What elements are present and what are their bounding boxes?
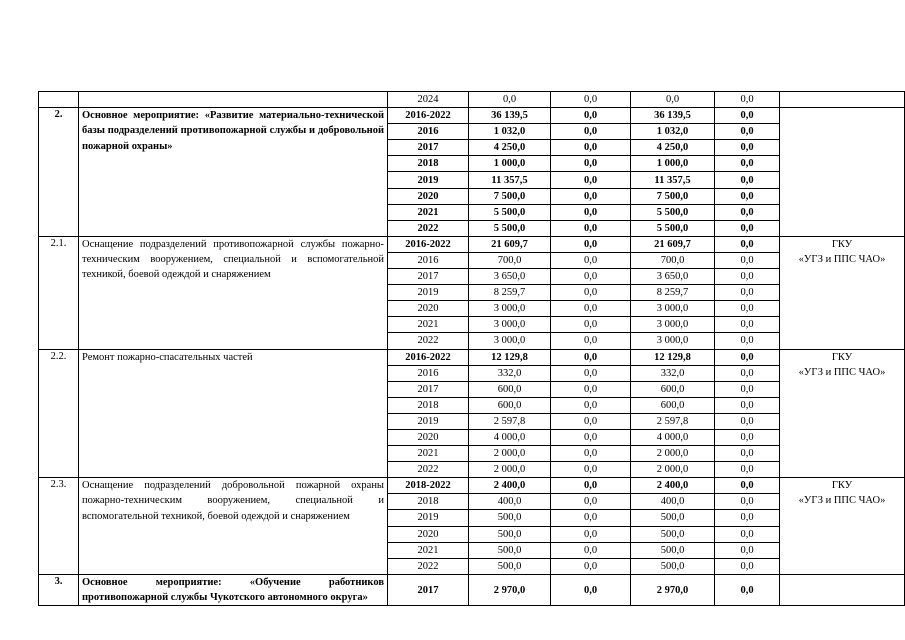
year-cell: 2019 — [388, 510, 469, 526]
total-cell: 2 970,0 — [469, 574, 551, 605]
other-cell: 0,0 — [715, 494, 780, 510]
year-cell: 2020 — [388, 188, 469, 204]
total-cell: 2 597,8 — [469, 413, 551, 429]
budget-table — [38, 91, 905, 606]
item-number: 3. — [39, 574, 79, 605]
regional-cell: 2 400,0 — [631, 478, 715, 494]
total-cell: 500,0 — [469, 526, 551, 542]
table-body — [39, 92, 905, 606]
total-cell: 2 000,0 — [469, 462, 551, 478]
total-cell: 2 400,0 — [469, 478, 551, 494]
year-cell: 2022 — [388, 333, 469, 349]
other-cell: 0,0 — [715, 252, 780, 268]
regional-cell: 11 357,5 — [631, 172, 715, 188]
other-cell: 0,0 — [715, 269, 780, 285]
table-row — [39, 349, 905, 365]
year-cell: 2018 — [388, 494, 469, 510]
year-cell: 2019 — [388, 413, 469, 429]
federal-cell: 0,0 — [551, 204, 631, 220]
regional-cell: 8 259,7 — [631, 285, 715, 301]
executor-line: «УГЗ и ППС ЧАО» — [798, 254, 886, 266]
executor-cell — [780, 92, 905, 108]
year-cell: 2020 — [388, 301, 469, 317]
other-cell: 0,0 — [715, 510, 780, 526]
regional-cell: 36 139,5 — [631, 108, 715, 124]
regional-cell: 500,0 — [631, 526, 715, 542]
executor-line: ГКУ — [831, 238, 853, 250]
other-cell: 0,0 — [715, 574, 780, 605]
federal-cell: 0,0 — [551, 526, 631, 542]
federal-cell: 0,0 — [551, 317, 631, 333]
executor-cell — [780, 574, 905, 605]
year-cell: 2024 — [388, 92, 469, 108]
table-row-top — [39, 92, 905, 108]
federal-cell: 0,0 — [551, 478, 631, 494]
federal-cell: 0,0 — [551, 236, 631, 252]
year-cell: 2021 — [388, 317, 469, 333]
regional-cell: 1 032,0 — [631, 124, 715, 140]
executor-line: «УГЗ и ППС ЧАО» — [798, 495, 886, 507]
total-cell: 332,0 — [469, 365, 551, 381]
year-cell: 2017 — [388, 574, 469, 605]
year-cell: 2017 — [388, 381, 469, 397]
executor-cell — [780, 108, 905, 237]
federal-cell: 0,0 — [551, 510, 631, 526]
regional-cell: 12 129,8 — [631, 349, 715, 365]
regional-cell: 700,0 — [631, 252, 715, 268]
regional-cell: 600,0 — [631, 381, 715, 397]
federal-cell: 0,0 — [551, 574, 631, 605]
other-cell: 0,0 — [715, 317, 780, 333]
federal-cell: 0,0 — [551, 349, 631, 365]
year-cell: 2022 — [388, 558, 469, 574]
federal-cell: 0,0 — [551, 446, 631, 462]
name-cell — [79, 92, 388, 108]
regional-cell: 5 500,0 — [631, 204, 715, 220]
total-cell: 2 000,0 — [469, 446, 551, 462]
year-cell: 2021 — [388, 542, 469, 558]
federal-cell: 0,0 — [551, 333, 631, 349]
item-name: Оснащение подразделений противопожарной службы пожарно-техническим вооружением, специальной и вспомогательной техникой, боевой одеждой и снаряжением — [79, 236, 388, 349]
executor-line: ГКУ — [831, 480, 853, 492]
year-cell: 2019 — [388, 285, 469, 301]
year-cell: 2022 — [388, 462, 469, 478]
federal-cell: 0,0 — [551, 301, 631, 317]
executor-cell — [780, 236, 905, 349]
year-cell: 2016 — [388, 252, 469, 268]
year-cell: 2022 — [388, 220, 469, 236]
year-cell: 2017 — [388, 269, 469, 285]
total-cell: 1 032,0 — [469, 124, 551, 140]
year-cell: 2018-2022 — [388, 478, 469, 494]
total-cell: 3 650,0 — [469, 269, 551, 285]
total-cell: 4 000,0 — [469, 429, 551, 445]
year-cell: 2019 — [388, 172, 469, 188]
other-cell: 0,0 — [715, 333, 780, 349]
total-cell: 600,0 — [469, 397, 551, 413]
total-cell: 4 250,0 — [469, 140, 551, 156]
federal-cell: 0,0 — [551, 220, 631, 236]
federal-cell: 0,0 — [551, 285, 631, 301]
other-cell: 0,0 — [715, 92, 780, 108]
other-cell: 0,0 — [715, 365, 780, 381]
table-row — [39, 108, 905, 124]
regional-cell: 400,0 — [631, 494, 715, 510]
year-cell: 2018 — [388, 397, 469, 413]
federal-cell: 0,0 — [551, 172, 631, 188]
total-cell: 36 139,5 — [469, 108, 551, 124]
federal-cell: 0,0 — [551, 269, 631, 285]
item-number: 2. — [39, 108, 79, 237]
item-name: Основное мероприятие: «Развитие материально-технической базы подразделений противопожарной службы и добровольной пожарной охраны» — [79, 108, 388, 237]
regional-cell: 3 000,0 — [631, 333, 715, 349]
federal-cell: 0,0 — [551, 252, 631, 268]
regional-cell: 4 250,0 — [631, 140, 715, 156]
other-cell: 0,0 — [715, 301, 780, 317]
total-cell: 600,0 — [469, 381, 551, 397]
other-cell: 0,0 — [715, 397, 780, 413]
year-cell: 2021 — [388, 446, 469, 462]
total-cell: 3 000,0 — [469, 301, 551, 317]
item-number: 2.3. — [39, 478, 79, 575]
total-cell: 500,0 — [469, 542, 551, 558]
federal-cell: 0,0 — [551, 188, 631, 204]
year-cell: 2020 — [388, 429, 469, 445]
federal-cell: 0,0 — [551, 494, 631, 510]
year-cell: 2016-2022 — [388, 108, 469, 124]
year-cell: 2016 — [388, 124, 469, 140]
num-cell — [39, 92, 79, 108]
other-cell: 0,0 — [715, 381, 780, 397]
item-name: Основное мероприятие: «Обучение работников противопожарной службы Чукотского автономного округа» — [79, 574, 388, 605]
other-cell: 0,0 — [715, 108, 780, 124]
year-cell: 2016-2022 — [388, 349, 469, 365]
total-cell: 500,0 — [469, 510, 551, 526]
table-row — [39, 478, 905, 494]
executor-line: «УГЗ и ППС ЧАО» — [798, 366, 886, 378]
year-cell: 2021 — [388, 204, 469, 220]
federal-cell: 0,0 — [551, 365, 631, 381]
federal-cell: 0,0 — [551, 558, 631, 574]
total-cell: 11 357,5 — [469, 172, 551, 188]
other-cell: 0,0 — [715, 236, 780, 252]
federal-cell: 0,0 — [551, 124, 631, 140]
item-name: Оснащение подразделений добровольной пожарной охраны пожарно-техническим вооружением, специальной и вспомогательной техникой, боевой одеждой и снаряжением — [79, 478, 388, 575]
other-cell: 0,0 — [715, 446, 780, 462]
regional-cell: 332,0 — [631, 365, 715, 381]
year-cell: 2017 — [388, 140, 469, 156]
regional-cell: 3 650,0 — [631, 269, 715, 285]
other-cell: 0,0 — [715, 172, 780, 188]
other-cell: 0,0 — [715, 124, 780, 140]
regional-cell: 21 609,7 — [631, 236, 715, 252]
other-cell: 0,0 — [715, 188, 780, 204]
regional-cell: 500,0 — [631, 510, 715, 526]
table-row — [39, 574, 905, 605]
other-cell: 0,0 — [715, 413, 780, 429]
regional-cell: 2 000,0 — [631, 446, 715, 462]
total-cell: 21 609,7 — [469, 236, 551, 252]
table-row — [39, 236, 905, 252]
year-cell: 2020 — [388, 526, 469, 542]
regional-cell: 5 500,0 — [631, 220, 715, 236]
executor-cell — [780, 349, 905, 478]
other-cell: 0,0 — [715, 526, 780, 542]
total-cell: 5 500,0 — [469, 204, 551, 220]
other-cell: 0,0 — [715, 156, 780, 172]
federal-cell: 0,0 — [551, 429, 631, 445]
other-cell: 0,0 — [715, 462, 780, 478]
other-cell: 0,0 — [715, 349, 780, 365]
regional-cell: 2 597,8 — [631, 413, 715, 429]
federal-cell: 0,0 — [551, 140, 631, 156]
federal-cell: 0,0 — [551, 397, 631, 413]
regional-cell: 7 500,0 — [631, 188, 715, 204]
item-number: 2.2. — [39, 349, 79, 478]
regional-cell: 0,0 — [631, 92, 715, 108]
regional-cell: 2 000,0 — [631, 462, 715, 478]
federal-cell: 0,0 — [551, 413, 631, 429]
federal-cell: 0,0 — [551, 542, 631, 558]
year-cell: 2016 — [388, 365, 469, 381]
other-cell: 0,0 — [715, 429, 780, 445]
year-cell: 2016-2022 — [388, 236, 469, 252]
regional-cell: 500,0 — [631, 542, 715, 558]
total-cell: 3 000,0 — [469, 317, 551, 333]
regional-cell: 1 000,0 — [631, 156, 715, 172]
regional-cell: 3 000,0 — [631, 301, 715, 317]
total-cell: 3 000,0 — [469, 333, 551, 349]
item-number: 2.1. — [39, 236, 79, 349]
total-cell: 7 500,0 — [469, 188, 551, 204]
total-cell: 8 259,7 — [469, 285, 551, 301]
regional-cell: 3 000,0 — [631, 317, 715, 333]
other-cell: 0,0 — [715, 140, 780, 156]
other-cell: 0,0 — [715, 542, 780, 558]
total-cell: 12 129,8 — [469, 349, 551, 365]
year-cell: 2018 — [388, 156, 469, 172]
total-cell: 1 000,0 — [469, 156, 551, 172]
other-cell: 0,0 — [715, 285, 780, 301]
item-name: Ремонт пожарно-спасательных частей — [79, 349, 388, 478]
federal-cell: 0,0 — [551, 381, 631, 397]
regional-cell: 2 970,0 — [631, 574, 715, 605]
federal-cell: 0,0 — [551, 108, 631, 124]
total-cell: 0,0 — [469, 92, 551, 108]
executor-cell — [780, 478, 905, 575]
total-cell: 5 500,0 — [469, 220, 551, 236]
regional-cell: 600,0 — [631, 397, 715, 413]
federal-cell: 0,0 — [551, 156, 631, 172]
federal-cell: 0,0 — [551, 462, 631, 478]
total-cell: 400,0 — [469, 494, 551, 510]
other-cell: 0,0 — [715, 478, 780, 494]
executor-line: ГКУ — [831, 351, 853, 363]
regional-cell: 4 000,0 — [631, 429, 715, 445]
other-cell: 0,0 — [715, 558, 780, 574]
other-cell: 0,0 — [715, 220, 780, 236]
total-cell: 700,0 — [469, 252, 551, 268]
total-cell: 500,0 — [469, 558, 551, 574]
other-cell: 0,0 — [715, 204, 780, 220]
regional-cell: 500,0 — [631, 558, 715, 574]
federal-cell: 0,0 — [551, 92, 631, 108]
